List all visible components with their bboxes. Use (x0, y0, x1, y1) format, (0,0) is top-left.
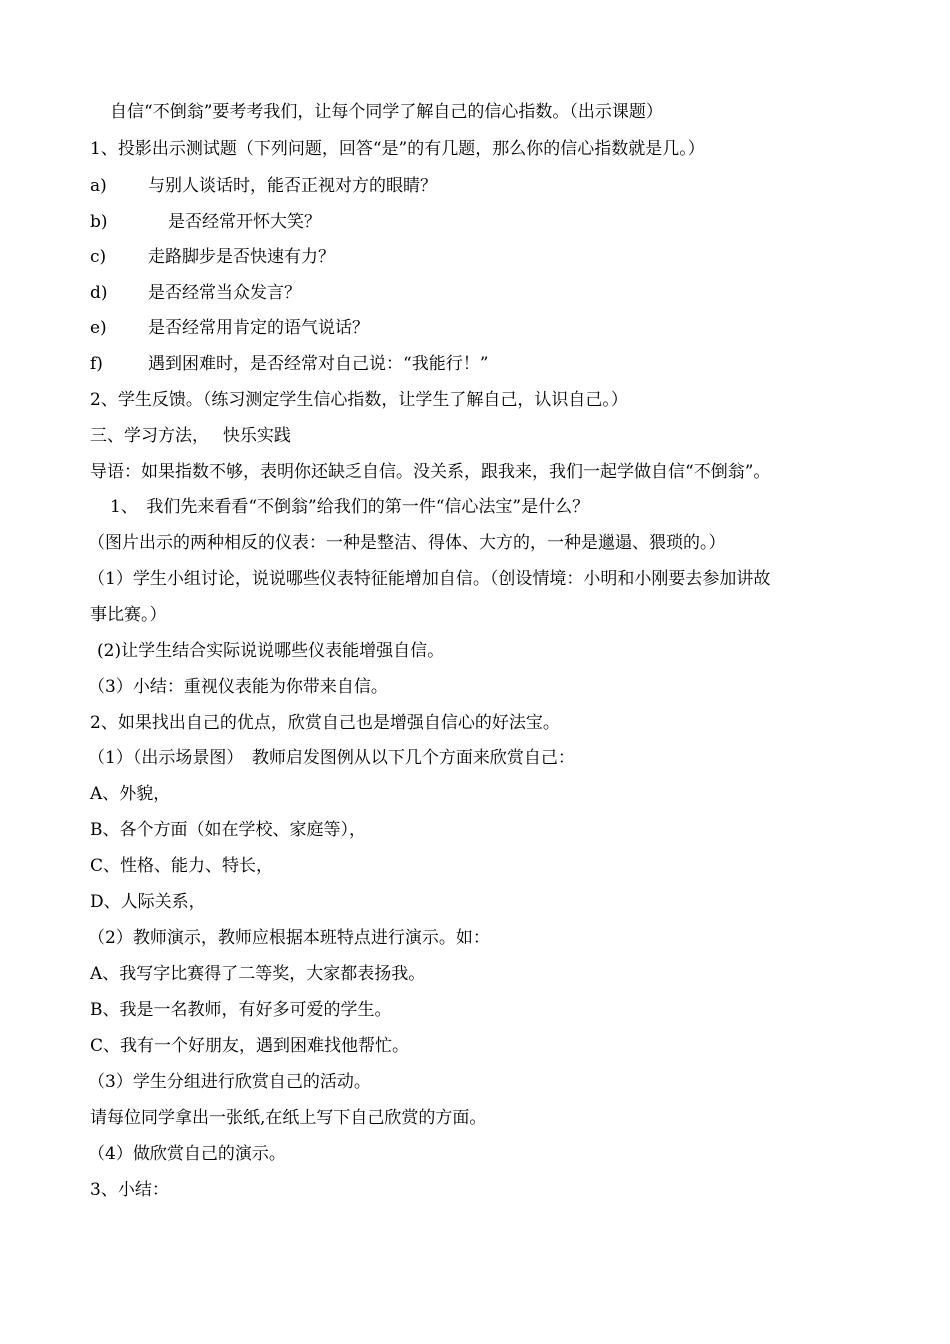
question-text: 遇到困难时，是否经常对自己说：“我能行！” (148, 354, 489, 374)
question-text: 是否经常开怀大笑？ (168, 212, 321, 232)
question-label: f) (90, 354, 103, 374)
aspect-item: A、外貌， (90, 784, 171, 804)
point-1-image-note: （图片出示的两种相反的仪表：一种是整洁、得体、大方的，一种是邋遢、猥琐的。） (88, 533, 726, 553)
guide-line: 导语：如果指数不够，表明你还缺乏自信。没关系，跟我来，我们一起学做自信“不倒翁”。 (90, 462, 771, 482)
question-text: 与别人谈话时，能否正视对方的眼睛？ (148, 176, 437, 196)
point-2-step-2: （2）教师演示，教师应根据本班特点进行演示。如： (88, 928, 490, 948)
question-b (90, 212, 321, 232)
point-1: 1、 我们先来看看“不倒翁”给我们的第一件“信心法宝”是什么？ (110, 497, 590, 517)
aspect-item: B、各个方面（如在学校、家庭等）， (90, 820, 366, 840)
question-label: b) (90, 212, 108, 232)
question-c (90, 247, 335, 267)
aspect-item: C、性格、能力、特长， (90, 856, 274, 876)
example-item: C、我有一个好朋友，遇到困难找他帮忙。 (90, 1036, 410, 1056)
example-item: B、我是一名教师，有好多可爱的学生。 (90, 1000, 392, 1020)
question-d (90, 283, 301, 303)
question-f (90, 354, 488, 374)
point-2-step-3: （3）学生分组进行欣赏自己的活动。 (88, 1072, 371, 1092)
intro-line: 自信“不倒翁”要考考我们，让每个同学了解自己的信心指数。（出示课题） (110, 102, 663, 122)
point-1-step-1: （1）学生小组讨论，说说哪些仪表特征能增加自信。（创设情境：小明和小刚要去参加讲故 (88, 569, 771, 589)
question-label: c) (90, 247, 107, 267)
test-heading: 1、投影出示测试题（下列问题，回答“是”的有几题，那么你的信心指数就是几。） (90, 139, 705, 159)
feedback-line: 2、学生反馈。（练习测定学生信心指数，让学生了解自己，认识自己。） (90, 390, 628, 410)
question-label: e) (90, 318, 107, 338)
question-text: 是否经常用肯定的语气说话？ (148, 318, 369, 338)
question-e (90, 318, 369, 338)
question-text: 走路脚步是否快速有力？ (148, 247, 335, 267)
point-2-step-1: （1）（出示场景图） 教师启发图例从以下几个方面来欣赏自己： (88, 748, 575, 768)
aspect-item: D、人际关系， (90, 892, 206, 912)
point-2: 2、如果找出自己的优点，欣赏自己也是增强自信心的好法宝。 (90, 713, 560, 733)
point-2-step-3-detail: 请每位同学拿出一张纸,在纸上写下自己欣赏的方面。 (90, 1108, 487, 1128)
point-3: 3、小结： (90, 1180, 169, 1200)
question-a (90, 176, 437, 196)
point-1-step-2: (2)让学生结合实际说说哪些仪表能增强自信。 (97, 641, 445, 661)
section-heading: 三、学习方法， 快乐实践 (90, 426, 291, 446)
example-item: A、我写字比赛得了二等奖，大家都表扬我。 (90, 964, 426, 984)
question-label: d) (90, 283, 108, 303)
point-2-step-4: （4）做欣赏自己的演示。 (88, 1144, 286, 1164)
question-label: a) (90, 176, 107, 196)
question-text: 是否经常当众发言？ (148, 283, 301, 303)
point-1-step-1-cont: 事比赛。） (90, 605, 167, 625)
point-1-step-3: （3）小结：重视仪表能为你带来自信。 (88, 677, 388, 697)
